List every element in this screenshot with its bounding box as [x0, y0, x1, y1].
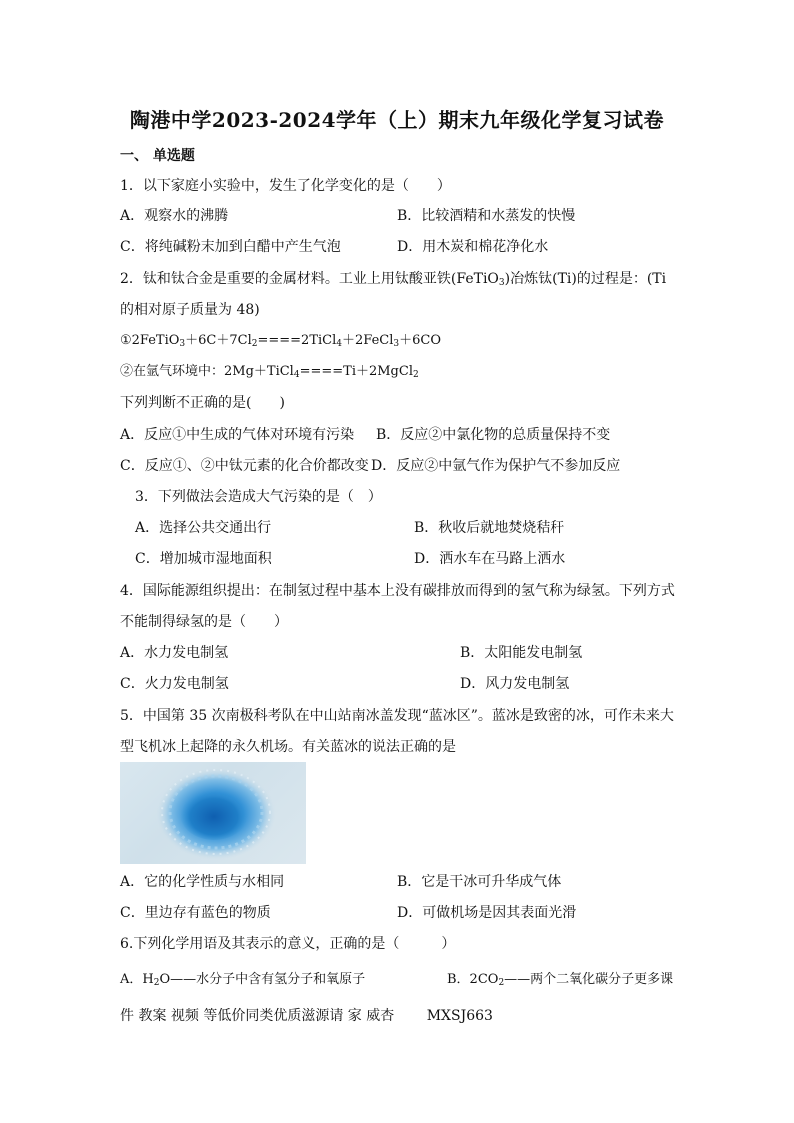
eq2-sub: 2: [413, 370, 419, 380]
q3-option-d: D．洒水车在马路上洒水: [414, 551, 566, 567]
q5-option-c: C．里边存有蓝色的物质: [120, 905, 271, 921]
q2-option-a: A．反应①中生成的气体对环境有污染: [120, 427, 355, 443]
q1-option-a: A．观察水的沸腾: [120, 208, 229, 224]
q6b-sub: 2: [498, 978, 505, 988]
eq1-part: ①2FeTiO: [120, 333, 180, 348]
q5-option-b: B．它是干冰可升华成气体: [397, 874, 562, 890]
q1-option-c: C．将纯碱粉末加到白醋中产生气泡: [120, 239, 341, 255]
question-1-stem: 1．以下家庭小实验中，发生了化学变化的是（ ）: [120, 178, 451, 194]
q6a-part: A．H: [120, 972, 154, 987]
q4-option-d: D．风力发电制氢: [460, 676, 570, 692]
eq1-part: ＋6CO: [399, 333, 442, 348]
q1-option-d: D．用木炭和棉花净化水: [397, 239, 549, 255]
blue-ice-hole-image: [120, 762, 306, 864]
question-4-stem: 4．国际能源组织提出：在制氢过程中基本上没有碳排放而得到的氢气称为绿氢。下列方式: [120, 583, 675, 599]
q4-option-b: B．太阳能发电制氢: [460, 645, 583, 661]
q2-stem-sub: 3: [498, 278, 505, 288]
equation-1: [120, 331, 441, 351]
q4-option-c: C．火力发电制氢: [120, 676, 229, 692]
question-3-stem: 3．下列做法会造成大气污染的是（ ）: [135, 489, 382, 505]
eq1-part: ====2TiCl: [257, 333, 337, 348]
q5-option-a: A．它的化学性质与水相同: [120, 874, 285, 890]
q2-option-b: B．反应②中氯化物的总质量保持不变: [376, 427, 611, 443]
q2-stem-text: 2．钛和钛合金是重要的金属材料。工业上用钛酸亚铁(FeTiO: [120, 271, 499, 287]
eq2-sub: 4: [293, 370, 300, 380]
footer-note: 件 教案 视频 等低价同类优质滋源请 家 威杏 MXSJ663: [120, 1008, 493, 1024]
page-title: 陶港中学2023-2024学年（上）期末九年级化学复习试卷: [129, 108, 665, 132]
q4-option-a: A．水力发电制氢: [120, 645, 229, 661]
eq1-part: ＋2FeCl: [342, 333, 394, 348]
eq1-sub: 4: [336, 339, 342, 349]
q6b-part: ——两个二氧化碳分子更多课: [504, 972, 674, 987]
question-2-stem-cont: 的相对原子质量为 48): [120, 302, 260, 318]
q2-stem-end: )冶炼钛(Ti)的过程是：(Ti: [504, 271, 667, 287]
q6b-part: B．2CO: [447, 972, 499, 987]
q3-option-b: B．秋收后就地焚烧秸秆: [414, 520, 565, 536]
q6a-sub: 2: [153, 978, 160, 988]
q3-option-a: A．选择公共交通出行: [135, 520, 272, 536]
eq2-part: ====Ti＋2MgCl: [299, 364, 413, 379]
eq1-sub: 3: [179, 339, 186, 349]
question-6-stem: 6.下列化学用语及其表示的意义，正确的是（ ）: [120, 936, 456, 952]
eq1-sub: 2: [251, 339, 258, 349]
question-5-stem-cont: 型飞机冰上起降的永久机场。有关蓝冰的说法正确的是: [120, 739, 456, 755]
q1-option-b: B．比较酒精和水蒸发的快慢: [397, 208, 576, 224]
section-heading: 一、 单选题: [120, 148, 195, 164]
q2-option-c: C．反应①、②中钛元素的化合价都改变: [120, 458, 369, 474]
q6-option-b: [447, 970, 673, 990]
q5-option-d: D．可做机场是因其表面光滑: [397, 905, 577, 921]
q6-option-a: [120, 970, 365, 990]
eq1-part: ＋6C＋7Cl: [185, 333, 252, 348]
question-2-stem: [120, 269, 666, 289]
q6a-part: O——水分子中含有氢分子和氧原子: [159, 972, 366, 987]
q3-option-c: C．增加城市湿地面积: [135, 551, 272, 567]
eq1-sub: 3: [393, 339, 400, 349]
question-5-stem: 5．中国第 35 次南极科考队在中山站南冰盖发现“蓝冰区”。蓝冰是致密的冰，可作未来大: [120, 708, 674, 724]
question-4-stem-cont: 不能制得绿氢的是（ ）: [120, 614, 288, 630]
eq2-part: ②在氩气环境中：2Mg＋TiCl: [120, 364, 294, 379]
equation-2: [120, 362, 419, 382]
question-2-ask: 下列判断不正确的是( ): [120, 395, 285, 411]
q2-option-d: D．反应②中氩气作为保护气不参加反应: [371, 458, 621, 474]
blue-ice-photo: [120, 762, 306, 864]
